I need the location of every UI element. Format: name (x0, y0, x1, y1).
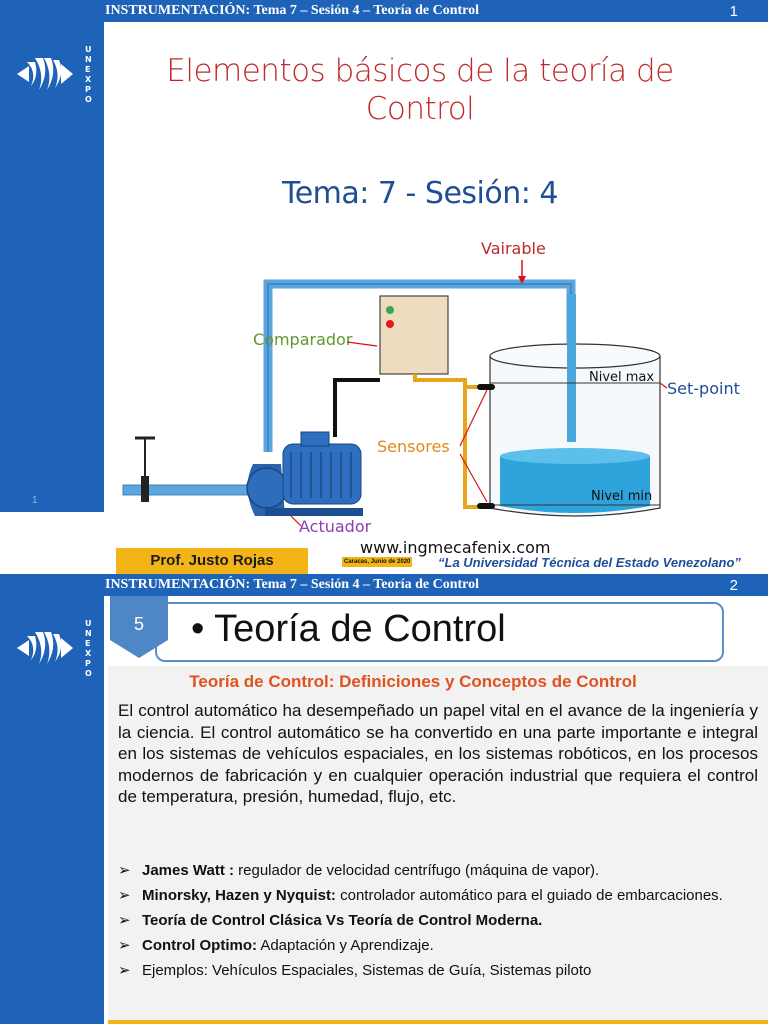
slide-subtitle: Tema: 7 - Sesión: 4 (282, 176, 558, 211)
sensor-min (477, 503, 495, 509)
side-slide-number: 1 (32, 495, 38, 506)
logo-letter: U (85, 45, 92, 54)
logo-letter: O (85, 95, 92, 104)
university-motto: “La Universidad Técnica del Estado Venezolano” (438, 555, 741, 570)
svg-text:U: U (85, 619, 92, 628)
website-text: www.ingmecafenix.com (360, 538, 551, 557)
tank-water-surface (500, 448, 650, 464)
slide-title: Elementos básicos de la teoría de Control (166, 53, 674, 127)
arrow-bullet-icon: ➢ (118, 962, 131, 979)
set-point-arrow (660, 383, 667, 388)
arrow-bullet-icon: ➢ (118, 912, 131, 929)
professor-name: Prof. Justo Rojas (116, 548, 308, 574)
svg-text:E: E (85, 639, 91, 648)
bullet-list (118, 862, 760, 987)
svg-text:N: N (85, 629, 92, 638)
number-badge-text: 5 (133, 614, 144, 634)
arrow-bullet-icon: ➢ (118, 862, 131, 879)
label-variable: Vairable (481, 239, 546, 258)
unexpo-logo-icon (15, 42, 95, 106)
bullet-text: Adaptación y Aprendizaje. (256, 937, 434, 954)
bullet-text: Ejemplos: Vehículos Espaciales, Sistemas de Guía, Sistemas piloto (142, 962, 592, 979)
header-title: INSTRUMENTACIÓN: Tema 7 – Sesión 4 – Teoría de Control (105, 3, 480, 18)
page-number: 2 (729, 577, 738, 594)
logo-letter: P (85, 85, 91, 94)
bullet-text: regulador de velocidad centrífugo (máquina de vapor). (233, 862, 600, 879)
bullet-text: controlador automático para el guiado de embarcaciones. (335, 887, 723, 904)
content-panel (108, 666, 768, 1024)
sidebar (0, 596, 104, 1024)
sidebar (0, 22, 104, 512)
unexpo-logo-icon (15, 616, 95, 680)
header-title: INSTRUMENTACIÓN: Tema 7 – Sesión 4 – Teoría de Control (105, 577, 480, 592)
pump-motor (283, 444, 361, 504)
sensor-max (477, 384, 495, 390)
footer-line (108, 1020, 768, 1024)
logo-letter: N (85, 55, 92, 64)
slide-header (0, 0, 768, 22)
control-wire (335, 380, 380, 437)
page-number: 1 (729, 3, 738, 20)
date-badge: Caracas, Junio de 2020 (344, 559, 411, 565)
section-heading: Teoría de Control: Definiciones y Conceptos de Control (189, 672, 637, 691)
bullet-bold-text: Teoría de Control Clásica Vs Teoría de Control Moderna. (142, 912, 543, 929)
label-nivel-max: Nivel max (589, 370, 655, 385)
bullet-item (118, 937, 760, 954)
arrow-bullet-icon: ➢ (118, 887, 131, 904)
bullet-bold-text: Minorsky, Hazen y Nyquist: (142, 887, 336, 904)
slide-header (0, 574, 768, 596)
label-actuador: Actuador (299, 517, 372, 536)
svg-text:X: X (85, 649, 92, 658)
slide-title: • Teoría de Control (191, 608, 506, 650)
svg-text:P: P (85, 659, 91, 668)
comparator-green-led (386, 306, 394, 314)
inflow-stream (567, 294, 576, 442)
tank-water (500, 456, 653, 513)
pump-terminal-box (301, 432, 329, 446)
intro-paragraph: El control automático ha desempeñado un papel vital en el avance de la ingeniería y la ciencia. El control automático se ha convertido en una parte importante e integral en los sistemas de vehículos espaciales, en los sistemas robóticos, en los procesos modernos de fabricación y en cualquier operación industrial que requiera el control de temperatura, presión, humedad, flujo, etc. (118, 701, 758, 806)
logo-letter: E (85, 65, 91, 74)
slide-2 (0, 574, 768, 1024)
bullet-bold-text: James Watt : (142, 862, 234, 879)
logo-letter: X (85, 75, 92, 84)
valve-body (141, 476, 149, 502)
label-nivel-min: Nivel min (591, 489, 653, 504)
bullet-bold-text: Control Optimo: (142, 937, 257, 954)
comparator-red-led (386, 320, 394, 328)
bullet-item (118, 887, 760, 904)
arrow-bullet-icon: ➢ (118, 937, 131, 954)
pump-base (265, 508, 363, 516)
label-comparador: Comparador (253, 330, 353, 349)
title-box (155, 602, 724, 662)
bullet-item (118, 962, 760, 979)
bullet-item (118, 862, 760, 879)
control-loop-diagram (115, 232, 765, 542)
label-set-point: Set-point (667, 379, 740, 398)
label-sensores: Sensores (377, 437, 450, 456)
pump-head (247, 468, 287, 508)
number-badge (110, 596, 168, 663)
svg-text:O: O (85, 669, 92, 678)
bullet-item (118, 912, 760, 929)
